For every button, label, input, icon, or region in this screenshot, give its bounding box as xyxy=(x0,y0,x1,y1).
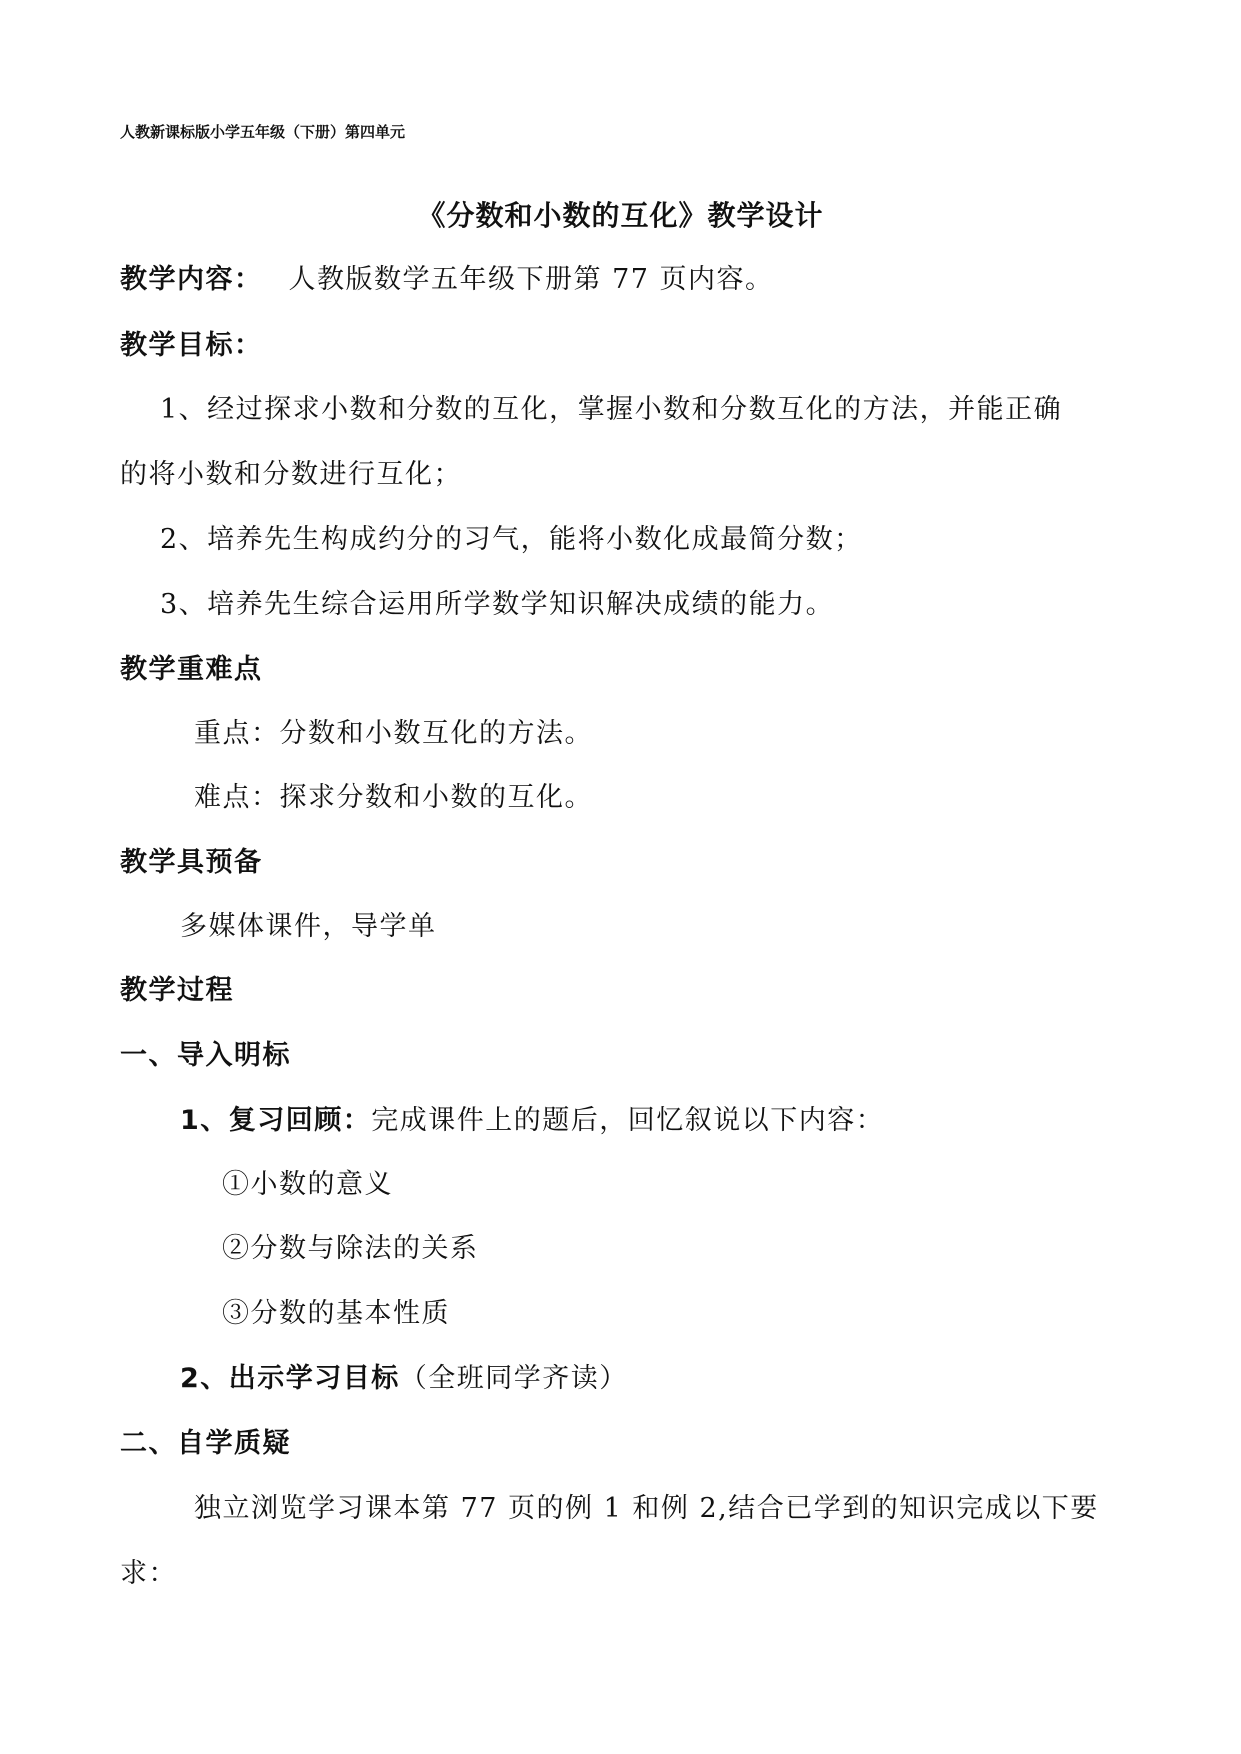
key-points-heading: 教学重难点 xyxy=(120,654,263,685)
section-1-heading: 一、导入明标 xyxy=(120,1040,291,1071)
document-title: 《分数和小数的互化》教学设计 xyxy=(417,199,824,232)
content-text: 人教版数学五年级下册第 77 页内容。 xyxy=(288,264,774,295)
running-header: 人教新课标版小学五年级（下册）第四单元 xyxy=(120,123,406,141)
objective-3: 3、培养先生综合运用所学数学知识解决成绩的能力。 xyxy=(160,589,835,620)
process-heading: 教学过程 xyxy=(120,975,234,1006)
content-row xyxy=(120,262,1241,298)
materials-text: 多媒体课件，导学单 xyxy=(180,911,437,942)
section-2-para-line-2: 求： xyxy=(120,1558,177,1589)
difficulty-point: 难点：探求分数和小数的互化。 xyxy=(194,782,593,813)
step-2-text: （全班同学齐读） xyxy=(399,1363,628,1394)
section-2-para-line-1: 独立浏览学习课本第 77 页的例 1 和例 2,结合已学到的知识完成以下要 xyxy=(194,1493,1099,1524)
focus-point: 重点：分数和小数互化的方法。 xyxy=(194,718,593,749)
step-2-row xyxy=(180,1361,1241,1397)
review-item: ②分数与除法的关系 xyxy=(222,1233,479,1264)
step-1-text: 完成课件上的题后，回忆叙说以下内容： xyxy=(371,1105,885,1136)
review-item: ③分数的基本性质 xyxy=(222,1298,450,1329)
step-1-label: 1、复习回顾： xyxy=(180,1105,372,1136)
objectives-heading: 教学目标： xyxy=(120,330,263,361)
step-2-label: 2、出示学习目标 xyxy=(180,1363,400,1394)
objective-2: 2、培养先生构成约分的习气，能将小数化成最简分数； xyxy=(160,524,863,555)
section-2-heading: 二、自学质疑 xyxy=(120,1428,291,1459)
objective-1-line-1: 1、经过探求小数和分数的互化，掌握小数和分数互化的方法，并能正确 xyxy=(160,394,1063,425)
objective-1-line-2: 的将小数和分数进行互化； xyxy=(120,459,462,490)
step-1-row xyxy=(180,1103,1241,1139)
content-label: 教学内容： xyxy=(120,264,263,295)
review-item: ①小数的意义 xyxy=(222,1169,393,1200)
materials-heading: 教学具预备 xyxy=(120,847,263,878)
